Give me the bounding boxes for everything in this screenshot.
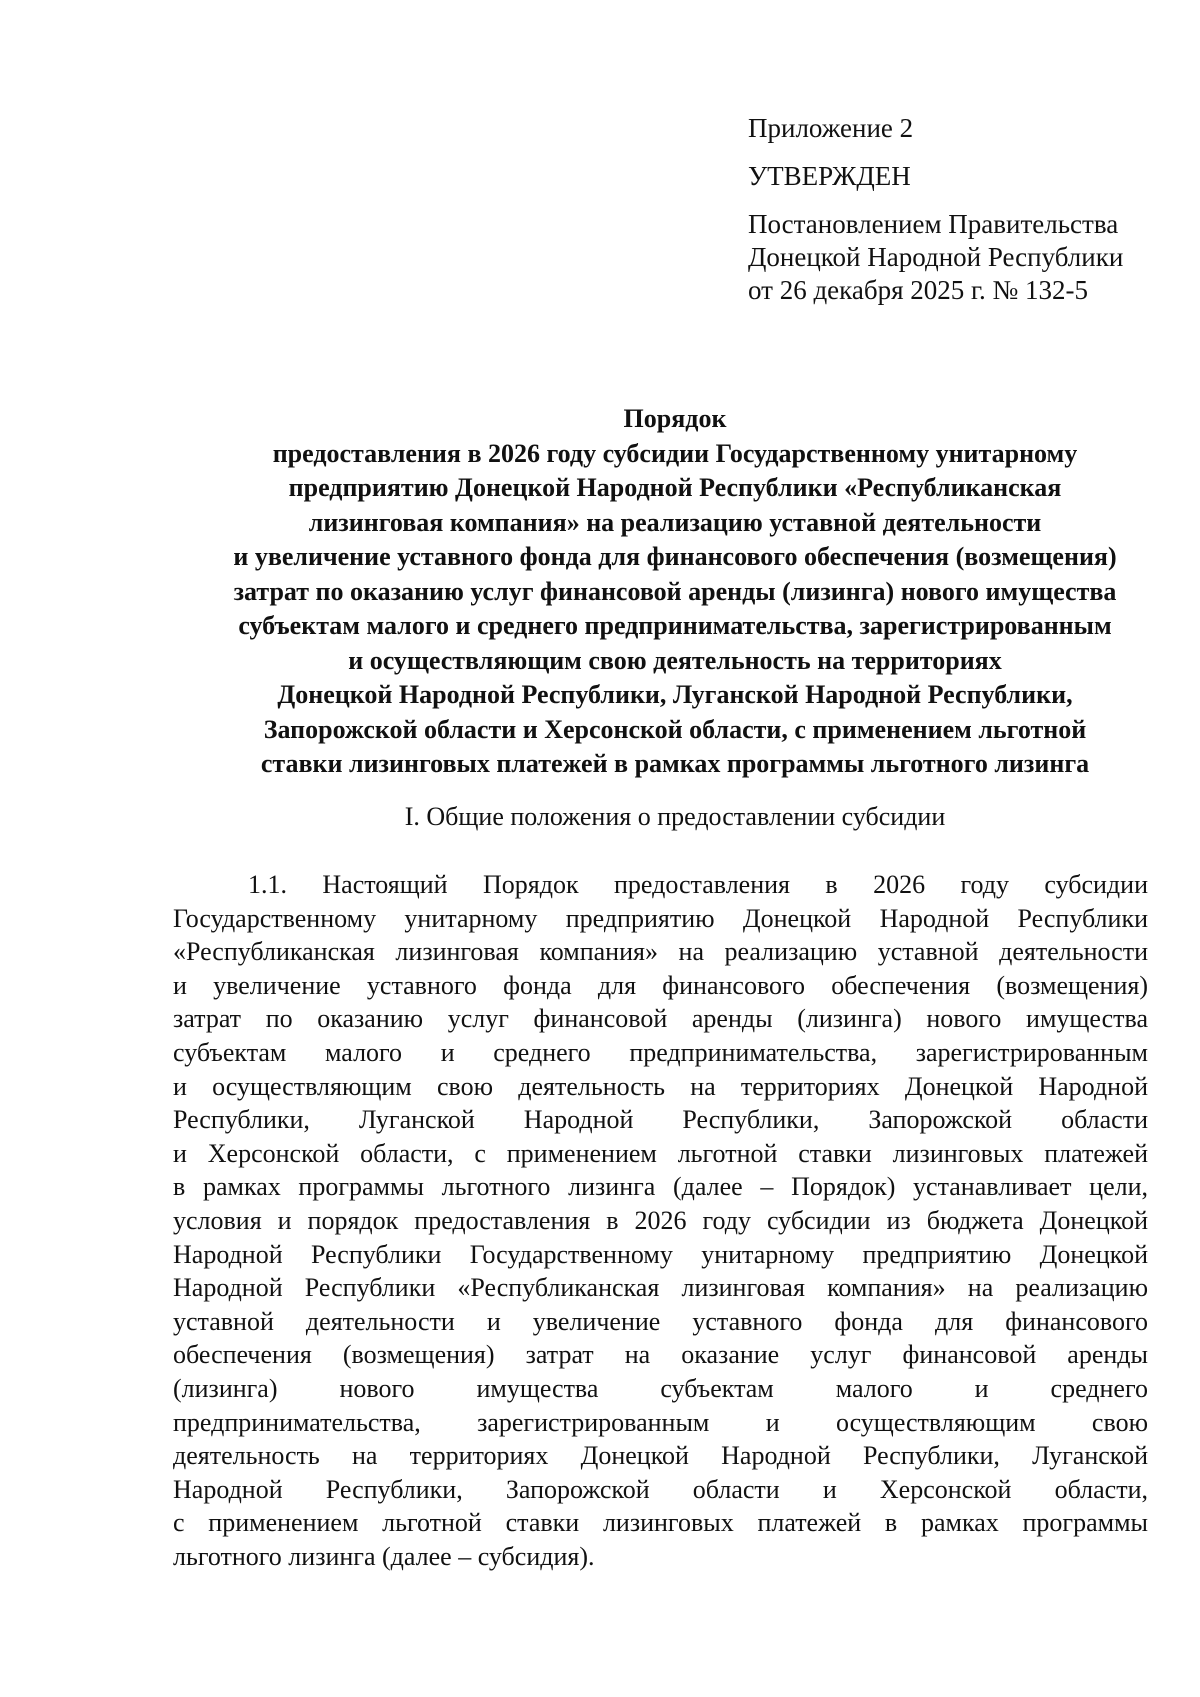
paragraph-line: субъектам малого и среднего предпринимательства, зарегистрированным bbox=[173, 1037, 1148, 1067]
paragraph-line: условия и порядок предоставления в 2026 году субсидии из бюджета Донецкой bbox=[173, 1205, 1148, 1235]
decree-line: Донецкой Народной Республики bbox=[748, 242, 1124, 272]
paragraph-line: обеспечения (возмещения) затрат на оказание услуг финансовой аренды bbox=[173, 1340, 1148, 1370]
paragraph-line: и осуществляющим свою деятельность на территориях Донецкой Народной bbox=[173, 1071, 1148, 1101]
appendix-label: Приложение 2 bbox=[748, 113, 914, 143]
title-line: предоставления в 2026 году субсидии Государственному унитарному bbox=[272, 438, 1078, 468]
title-line: лизинговая компания» на реализацию уставной деятельности bbox=[308, 507, 1042, 537]
document-title bbox=[150, 402, 1200, 782]
paragraph-line: льготного лизинга (далее – субсидия). bbox=[173, 1541, 595, 1571]
paragraph-line: Народной Республики «Республиканская лизинговая компания» на реализацию bbox=[173, 1273, 1148, 1303]
paragraph-line: и увеличение уставного фонда для финансового обеспечения (возмещения) bbox=[173, 970, 1148, 1000]
paragraph-line: 1.1. Настоящий Порядок предоставления в 2026 году субсидии bbox=[248, 870, 1148, 899]
paragraph-line: уставной деятельности и увеличение уставного фонда для финансового bbox=[173, 1306, 1148, 1336]
paragraph-1-1 bbox=[173, 868, 1148, 1573]
approval-stamp-block bbox=[748, 112, 1168, 307]
paragraph-line: предпринимательства, зарегистрированным и осуществляющим свою bbox=[173, 1407, 1148, 1437]
section-heading: I. Общие положения о предоставлении субсидии bbox=[404, 802, 946, 831]
title-line: Запорожской области и Херсонской области, с применением льготной bbox=[263, 714, 1087, 744]
paragraph-line: Государственному унитарному предприятию Донецкой Народной Республики bbox=[173, 903, 1148, 933]
title-line: предприятию Донецкой Народной Республики «Республиканская bbox=[288, 473, 1062, 502]
paragraph-line: деятельность на территориях Донецкой Народной Республики, Луганской bbox=[173, 1441, 1148, 1471]
paragraph-line: Народной Республики, Запорожской области и Херсонской области, bbox=[173, 1474, 1148, 1504]
title-line: Донецкой Народной Республики, Луганской Народной Республики, bbox=[277, 680, 1073, 709]
paragraph-line: с применением льготной ставки лизинговых платежей в рамках программы bbox=[173, 1508, 1148, 1538]
paragraph-line: (лизинга) нового имущества субъектам малого и среднего bbox=[173, 1373, 1148, 1403]
title-line: субъектам малого и среднего предпринимательства, зарегистрированным bbox=[238, 611, 1112, 640]
paragraph-line: «Республиканская лизинговая компания» на реализацию уставной деятельности bbox=[173, 937, 1148, 967]
title-line: затрат по оказанию услуг финансовой аренды (лизинга) нового имущества bbox=[233, 576, 1117, 606]
paragraph-line: и Херсонской области, с применением льготной ставки лизинговых платежей bbox=[173, 1138, 1148, 1168]
title-line: и увеличение уставного фонда для финансового обеспечения (возмещения) bbox=[233, 542, 1117, 571]
paragraph-line: Народной Республики Государственному унитарному предприятию Донецкой bbox=[173, 1239, 1148, 1269]
decree-line: от 26 декабря 2025 г. № 132-5 bbox=[748, 275, 1089, 305]
paragraph-line: в рамках программы льготного лизинга (далее – Порядок) устанавливает цели, bbox=[173, 1172, 1148, 1202]
title-line: Порядок bbox=[623, 404, 727, 433]
title-line: ставки лизинговых платежей в рамках программы льготного лизинга bbox=[260, 749, 1090, 778]
title-line: и осуществляющим свою деятельность на территориях bbox=[348, 645, 1002, 675]
approved-label: УТВЕРЖДЕН bbox=[748, 161, 911, 191]
decree-line: Постановлением Правительства bbox=[748, 209, 1119, 239]
paragraph-line: затрат по оказанию услуг финансовой аренды (лизинга) нового имущества bbox=[173, 1004, 1148, 1034]
paragraph-line: Республики, Луганской Народной Республики, Запорожской области bbox=[173, 1105, 1148, 1135]
